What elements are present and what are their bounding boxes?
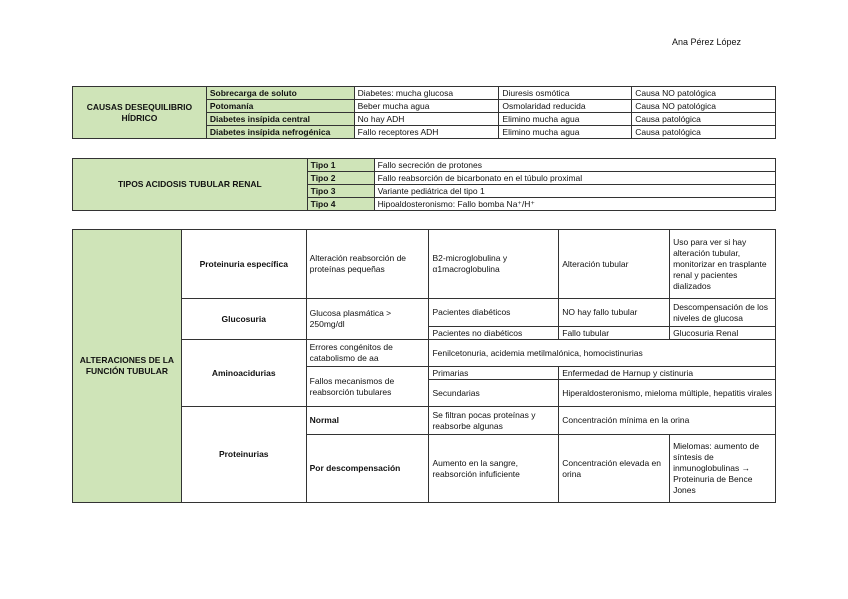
table-cell: Hipoaldosteronismo: Fallo bomba Na⁺/H⁺: [374, 198, 775, 211]
table-cell: Fenilcetonuria, acidemia metilmalónica, homocistinurias: [429, 340, 776, 367]
table-cell: Aumento en la sangre, reabsorción infuficiente: [429, 435, 559, 503]
table-cell: Fallo receptores ADH: [354, 126, 499, 139]
table-cell: B2-microglobulina y α1macroglobulina: [429, 230, 559, 299]
table-cell: Causa patológica: [632, 126, 776, 139]
table-cell: Beber mucha agua: [354, 100, 499, 113]
row-label: Glucosuria: [181, 299, 306, 340]
table-cell: Potomanía: [206, 100, 354, 113]
table-cell: Errores congénitos de catabolismo de aa: [306, 340, 429, 367]
table-cell: Osmolaridad reducida: [499, 100, 632, 113]
table-cell: Fallo tubular: [559, 327, 670, 340]
table-cell: Glucosa plasmática > 250mg/dl: [306, 299, 429, 340]
table-cell: Primarias: [429, 367, 559, 380]
table-cell: Tipo 2: [307, 172, 374, 185]
table-cell: Diabetes: mucha glucosa: [354, 87, 499, 100]
table-cell: Mielomas: aumento de síntesis de inmunoglobulinas → Proteinuria de Bence Jones: [670, 435, 776, 503]
author-name: Ana Pérez López: [672, 37, 742, 47]
table-cell: NO hay fallo tubular: [559, 299, 670, 327]
row-label: Proteinurias: [181, 407, 306, 503]
table-cell: Sobrecarga de soluto: [206, 87, 354, 100]
row-label: Proteinuria específica: [181, 230, 306, 299]
table-cell: Alteración tubular: [559, 230, 670, 299]
table-alteraciones-funcion-tubular: [72, 229, 776, 503]
table-row: [73, 230, 776, 299]
table-cell: Pacientes diabéticos: [429, 299, 559, 327]
table-causas-desequilibrio-hidrico: [72, 86, 776, 139]
table-cell: Diabetes insípida nefrogénica: [206, 126, 354, 139]
table-cell: Variante pediátrica del tipo 1: [374, 185, 775, 198]
table-tipos-acidosis-tubular: [72, 158, 776, 211]
row-label: Aminoacidurias: [181, 340, 306, 407]
table-cell: Diuresis osmótica: [499, 87, 632, 100]
table-row: [73, 159, 776, 172]
table-cell: Elimino mucha agua: [499, 126, 632, 139]
table-cell: Causa NO patológica: [632, 100, 776, 113]
table-cell: Enfermedad de Harnup y cistinuria: [559, 367, 776, 380]
table-cell: Hiperaldosteronismo, mieloma múltiple, hepatitis virales: [559, 380, 776, 407]
table-cell: Causa patológica: [632, 113, 776, 126]
table-cell: Pacientes no diabéticos: [429, 327, 559, 340]
table-cell: No hay ADH: [354, 113, 499, 126]
table-row: [73, 87, 776, 100]
table-header-cell: TIPOS ACIDOSIS TUBULAR RENAL: [73, 159, 308, 211]
table-cell: Diabetes insípida central: [206, 113, 354, 126]
table-cell: Descompensación de los niveles de glucosa: [670, 299, 776, 327]
table-cell: Fallo reabsorción de bicarbonato en el túbulo proximal: [374, 172, 775, 185]
table-cell: Se filtran pocas proteínas y reabsorbe algunas: [429, 407, 559, 435]
table-cell: Glucosuria Renal: [670, 327, 776, 340]
table-cell: Tipo 1: [307, 159, 374, 172]
table-cell: Concentración mínima en la orina: [559, 407, 776, 435]
table-cell: Alteración reabsorción de proteínas pequeñas: [306, 230, 429, 299]
table-cell: Normal: [306, 407, 429, 435]
table-cell: Tipo 3: [307, 185, 374, 198]
table-cell: Fallos mecanismos de reabsorción tubulares: [306, 367, 429, 407]
table-cell: Tipo 4: [307, 198, 374, 211]
table-cell: Elimino mucha agua: [499, 113, 632, 126]
table-cell: Secundarias: [429, 380, 559, 407]
table-header-cell: CAUSAS DESEQUILIBRIO HÍDRICO: [73, 87, 207, 139]
table-cell: Por descompensación: [306, 435, 429, 503]
table-cell: Concentración elevada en orina: [559, 435, 670, 503]
table-cell: Causa NO patológica: [632, 87, 776, 100]
table-cell: Uso para ver si hay alteración tubular, monitorizar en trasplante renal y pacientes dializados: [670, 230, 776, 299]
table-header-cell: ALTERACIONES DE LA FUNCIÓN TUBULAR: [73, 230, 182, 503]
table-cell: Fallo secreción de protones: [374, 159, 775, 172]
